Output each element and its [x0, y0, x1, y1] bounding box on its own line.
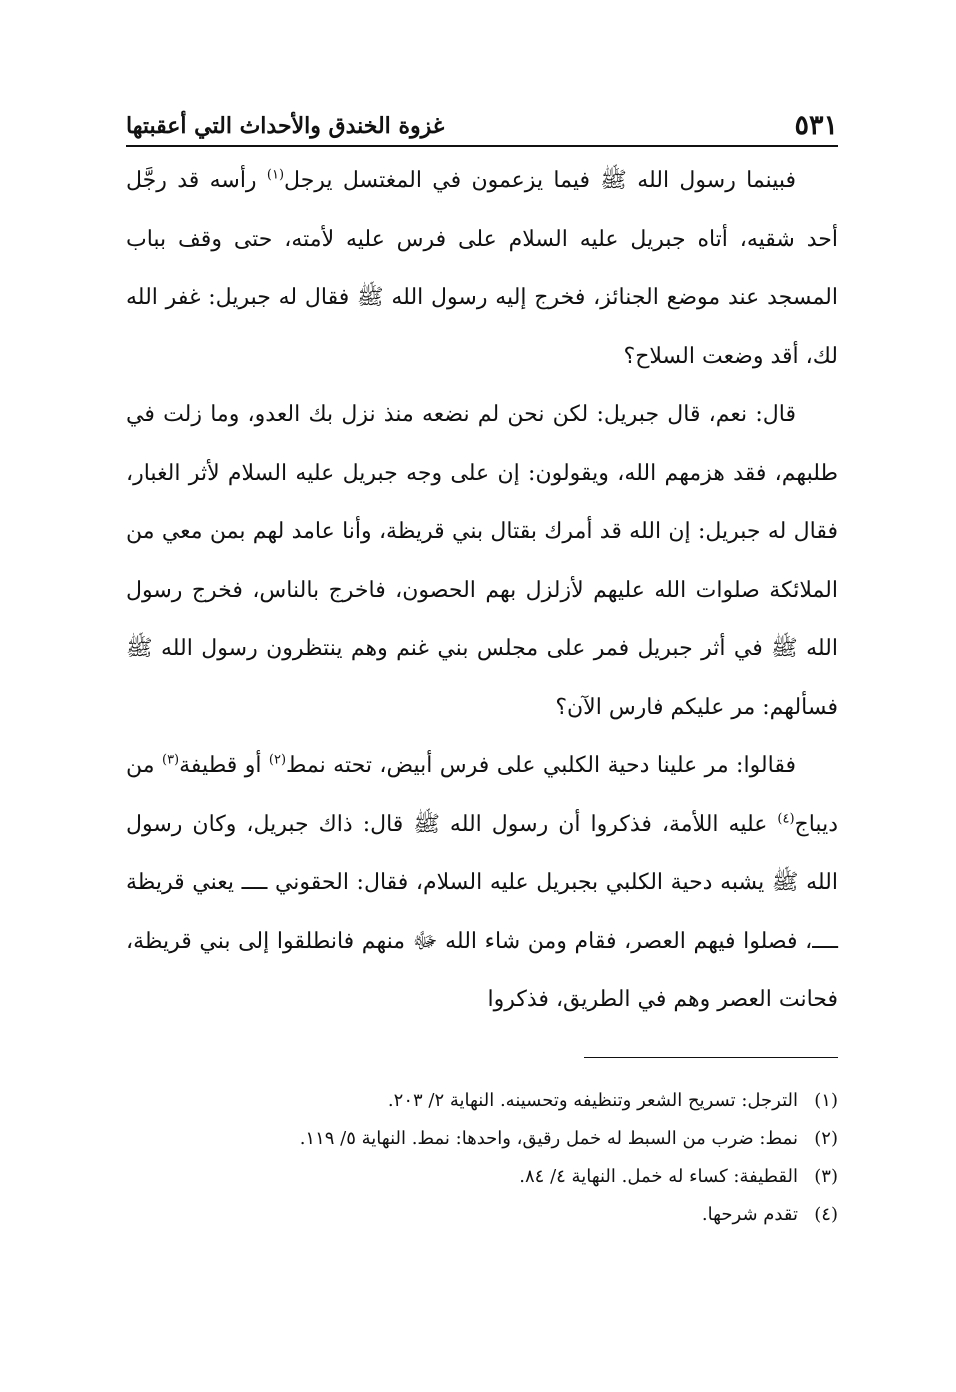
footnote-text: نمط: ضرب من السبط له خمل رقيق، واحدها: نمط. النهاية ٥/ ١١٩. [299, 1128, 798, 1149]
paragraph [126, 152, 838, 386]
header-divider [126, 145, 838, 147]
footnote-text: تقدم شرحها. [701, 1204, 798, 1225]
footnote-divider [584, 1057, 838, 1058]
paragraph [126, 737, 838, 1030]
footnote-reference: (٢) [268, 752, 287, 768]
paragraph-text: أو قطيفة [179, 753, 269, 778]
paragraph-text: فقالوا: مر علينا دحية الكلبي على فرس أبيض، تحته نمط [286, 753, 796, 778]
footnote-number: (١) [814, 1090, 838, 1111]
footnote [126, 1120, 838, 1158]
running-title: غزوة الخندق والأحداث التي أعقبتها [126, 113, 445, 139]
footnote-reference: (٤) [777, 811, 795, 827]
paragraph-text: رأسه قد رجَّل أحد شقيه، أتاه جبريل عليه السلام على فرس عليه لأمته، حتى وقف بباب المسجد عند موضع الجنائز، فخرج إليه رسول الله ﷺ فقال له جبريل: غفر الله لك، أقد وضعت السلاح؟ [126, 168, 838, 369]
footnote-reference: (٣) [161, 752, 180, 768]
footnote-text: القطيفة: كساء له خمل. النهاية ٤/ ٨٤. [519, 1166, 798, 1187]
footnote-reference: (١) [266, 167, 285, 183]
paragraph-text: من ديباج [126, 753, 838, 837]
footnote-text: الترجل: تسريح الشعر وتنظيفه وتحسينه. النهاية ٢/ ٢٠٣. [387, 1090, 798, 1111]
paragraph-text: قال: نعم، قال جبريل: لكن نحن لم نضعه منذ نزل بك العدو، وما زلت في طلبهم، فقد هزمهم الله، ويقولون: إن على وجه جبريل عليه السلام لأثر الغبار، فقال له جبريل: إن الله قد أمرك بقتال بني قريظة، وأنا عامد لهم بمن معي من الملائكة صلوات الله عليهم لأزلزل بهم الحصون، فاخرج بالناس، فخرج رسول الله ﷺ في أثر جبريل فمر على مجلس بني غنم وهم ينتظرون رسول الله ﷺ فسألهم: مر عليكم فارس الآن؟ [126, 402, 838, 720]
footnote-number: (٣) [814, 1166, 838, 1187]
running-header [126, 106, 838, 146]
paragraph [126, 386, 838, 737]
paragraph-text: فبينما رسول الله ﷺ فيما يزعمون في المغتسل يرجل [284, 168, 796, 193]
main-text [126, 152, 838, 1030]
footnote [126, 1158, 838, 1196]
footnote-number: (٢) [814, 1128, 838, 1149]
footnotes [126, 1082, 838, 1234]
footnote [126, 1082, 838, 1120]
footnote-number: (٤) [814, 1204, 838, 1225]
paragraph-text: عليه اللأمة، فذكروا أن رسول الله ﷺ قال: ذاك جبريل، وكان رسول الله ﷺ يشبه دحية الكلبي بجبريل عليه السلام، فقال: الحقوني ــــ يعني قريظة ــــ، فصلوا فيهم العصر، فقام ومن شاء الله ﷻ منهم فانطلقوا إلى بني قريظة، فحانت العصر وهم في الطريق، فذكروا [126, 811, 838, 1012]
footnote [126, 1196, 838, 1234]
page-number: ٥٣١ [794, 110, 838, 141]
